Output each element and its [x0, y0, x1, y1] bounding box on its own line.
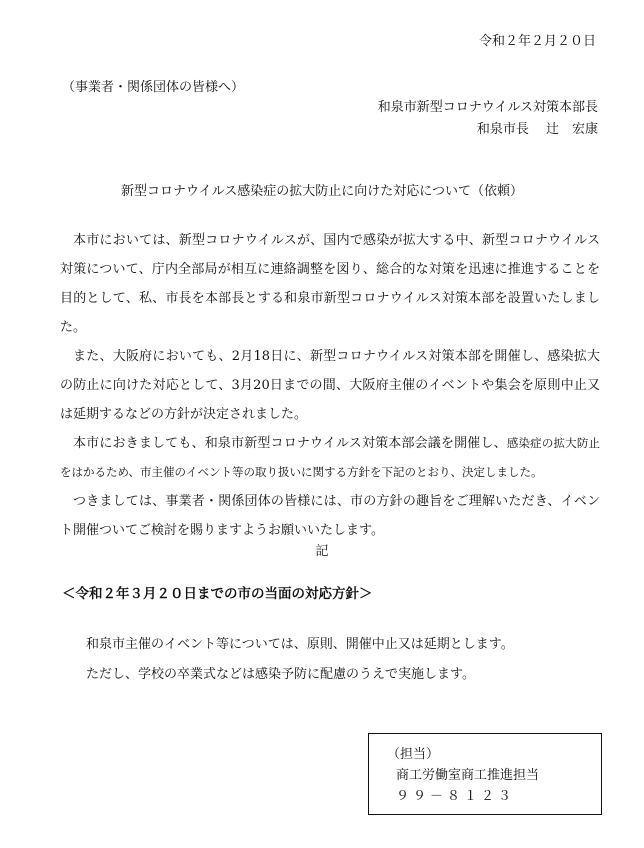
body-text	[60, 226, 600, 545]
ki-marker: 記	[315, 544, 329, 559]
contact-box	[368, 733, 602, 815]
contact-phone: ９９－８１２３	[396, 789, 516, 804]
paragraph-3-part-b: 感染症の拡大防止をはかるため、市主催のイベント等の取り扱いに関する方針を下記のとおり、決定しました。	[60, 436, 600, 479]
paragraph-2: また、大阪府においても、2月18日に、新型コロナウイルス対策本部を開催し、感染拡大の防止に向けた対応として、3月20日までの間、大阪府主催のイベントや集会を原則中止又は延期するなどの方針が決定されました。	[60, 349, 600, 422]
policy-block	[86, 630, 514, 690]
sender-organization: 和泉市新型コロナウイルス対策本部長	[377, 100, 598, 115]
paragraph-1: 本市においては、新型コロナウイルスが、国内で感染が拡大する中、新型コロナウイルス対策について、庁内全部局が相互に連絡調整を図り、総合的な対策を迅速に推進することを目的として、私、市長を本部長とする和泉市新型コロナウイルス対策本部を設置いたしました。	[60, 233, 600, 335]
paragraph-3	[60, 429, 600, 487]
addressee: （事業者・関係団体の皆様へ）	[62, 80, 245, 95]
contact-department: 商工労働室商工推進担当	[396, 768, 540, 783]
policy-line-1: 和泉市主催のイベント等については、原則、開催中止又は延期とします。	[86, 637, 514, 652]
policy-heading: ＜令和２年３月２０日までの市の当面の対応方針＞	[62, 586, 373, 602]
paragraph-3-part-a: 本市におきましても、和泉市新型コロナウイルス対策本部会議を開催し、	[73, 436, 507, 451]
document-title: 新型コロナウイルス感染症の拡大防止に向けた対応について（依頼）	[121, 184, 523, 199]
policy-line-2: ただし、学校の卒業式などは感染予防に配慮のうえで実施します。	[86, 667, 475, 682]
paragraph-4: つきましては、事業者・関係団体の皆様には、市の方針の趣旨をご理解いただき、イベント開催ついてご検討を賜りますようお願いいたします。	[60, 494, 600, 538]
sender-name: 和泉市長 辻 宏康	[476, 122, 598, 137]
document-date: 令和２年２月２０日	[478, 34, 596, 49]
contact-label: （担当）	[387, 747, 440, 762]
